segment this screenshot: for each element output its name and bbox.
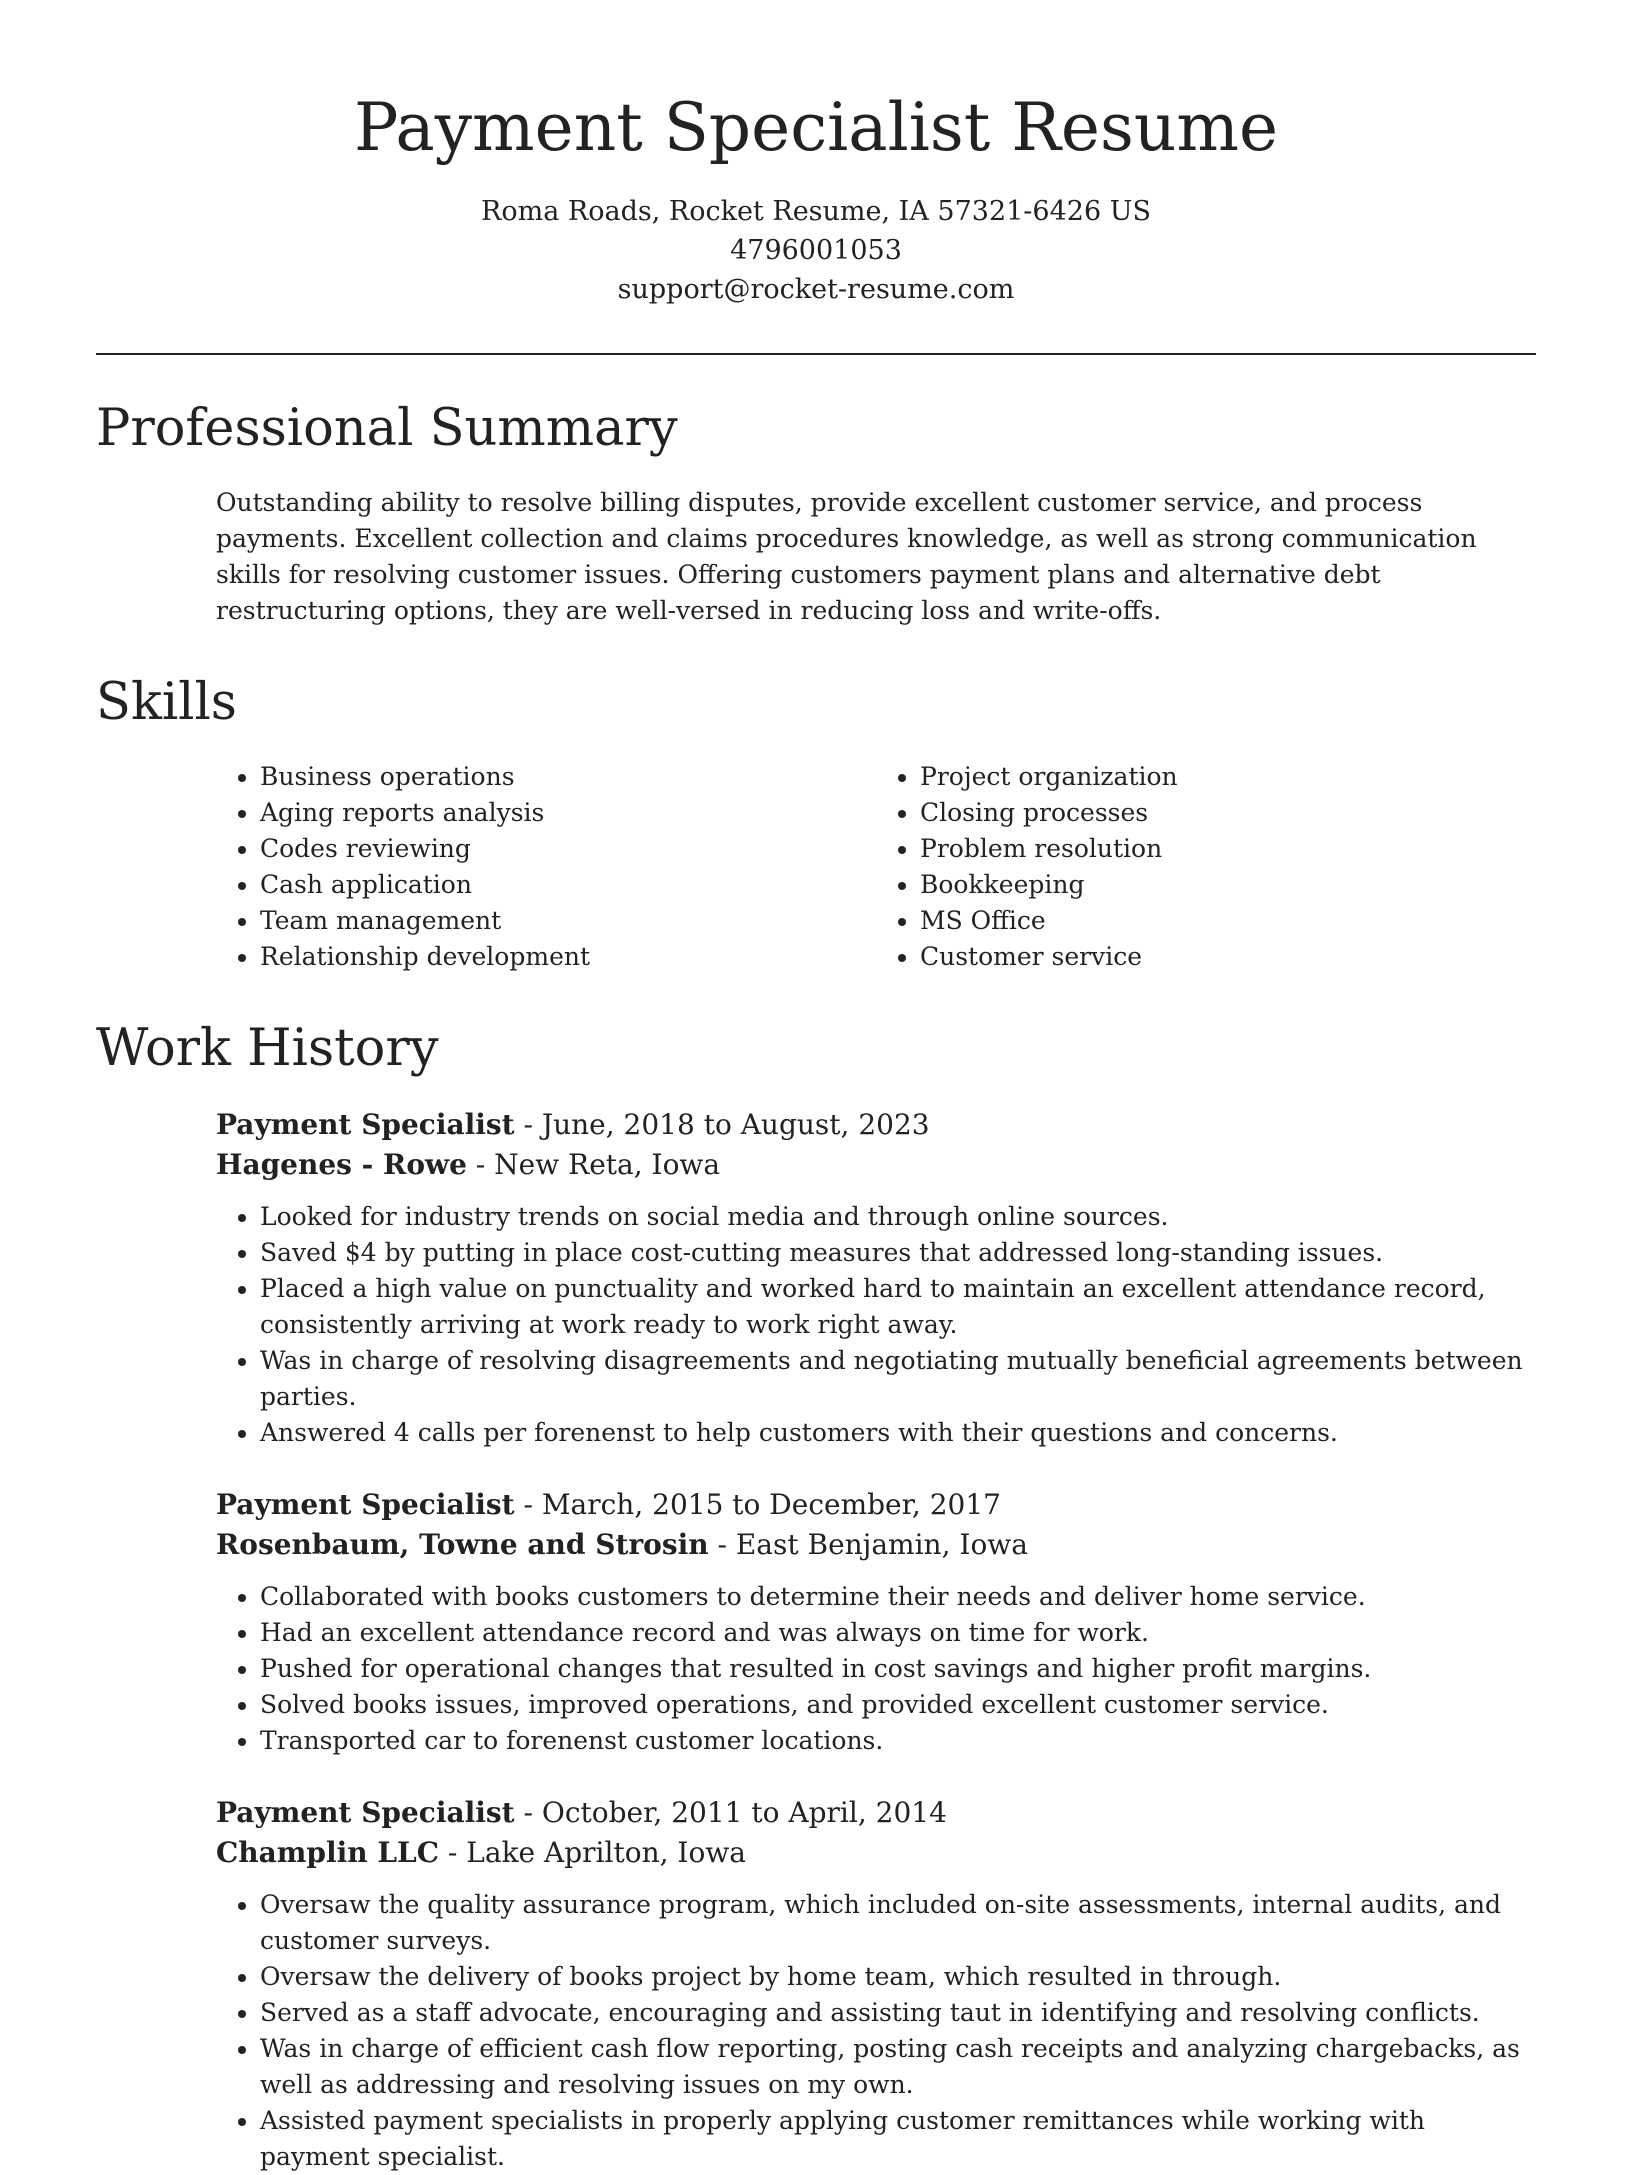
skill-item: • Team management: [260, 903, 876, 939]
job-company-line: Champlin LLC - Lake Aprilton, Iowa: [216, 1836, 746, 1869]
skill-item: • Codes reviewing: [260, 831, 876, 867]
job-bullet: • Pushed for operational changes that resulted in cost savings and higher profit margins.: [260, 1651, 1536, 1687]
skills-list-right: [876, 759, 1536, 975]
job-bullet: • Was in charge of resolving disagreements and negotiating mutually beneficial agreements between parties.: [260, 1343, 1536, 1415]
job-role: Payment Specialist: [216, 1108, 515, 1141]
job-bullet: • Solved books issues, improved operations, and provided excellent customer service.: [260, 1687, 1536, 1723]
job-entry: [216, 1793, 1536, 2175]
job-role: Payment Specialist: [216, 1796, 515, 1829]
job-bullet: • Was in charge of efficient cash flow reporting, posting cash receipts and analyzing chargebacks, as well as addressing and resolving issues on my own.: [260, 2031, 1536, 2103]
skill-item: • Closing processes: [920, 795, 1536, 831]
contact-phone: 4796001053: [730, 235, 902, 266]
job-title-line: Payment Specialist - October, 2011 to April, 2014: [216, 1796, 947, 1829]
contact-email: support@rocket-resume.com: [617, 274, 1015, 305]
job-location: Lake Aprilton, Iowa: [466, 1836, 746, 1869]
header-divider: [96, 353, 1536, 355]
job-company: Hagenes - Rowe: [216, 1148, 467, 1181]
job-role: Payment Specialist: [216, 1488, 515, 1521]
job-bullet: • Oversaw the quality assurance program, which included on-site assessments, internal audits, and customer surveys.: [260, 1887, 1536, 1959]
job-title-line: Payment Specialist - March, 2015 to December, 2017: [216, 1488, 1001, 1521]
job-title-line: Payment Specialist - June, 2018 to August, 2023: [216, 1108, 930, 1141]
job-bullet: • Answered 4 calls per forenenst to help customers with their questions and concerns.: [260, 1415, 1536, 1451]
job-company-line: Hagenes - Rowe - New Reta, Iowa: [216, 1148, 721, 1181]
contact-block: [96, 192, 1536, 309]
contact-address: Roma Roads, Rocket Resume, IA 57321-6426 US: [481, 196, 1151, 227]
work-history-heading: Work History: [96, 1019, 439, 1078]
job-dates: March, 2015 to December, 2017: [541, 1488, 1001, 1521]
skill-item: • Business operations: [260, 759, 876, 795]
job-bullet: • Had an excellent attendance record and was always on time for work.: [260, 1615, 1536, 1651]
job-bullets: [216, 1199, 1536, 1451]
job-bullet: • Oversaw the delivery of books project by home team, which resulted in through.: [260, 1959, 1536, 1995]
job-bullet: • Assisted payment specialists in properly applying customer remittances while working with payment specialist.: [260, 2103, 1536, 2175]
job-bullet: • Placed a high value on punctuality and worked hard to maintain an excellent attendance record, consistently arriving at work ready to work right away.: [260, 1271, 1536, 1343]
job-bullet: • Served as a staff advocate, encouraging and assisting taut in identifying and resolving conflicts.: [260, 1995, 1536, 2031]
skill-item: • Problem resolution: [920, 831, 1536, 867]
job-company: Champlin LLC: [216, 1836, 440, 1869]
job-bullet: • Collaborated with books customers to determine their needs and deliver home service.: [260, 1579, 1536, 1615]
resume-header: [96, 0, 1536, 309]
job-company-line: Rosenbaum, Towne and Strosin - East Benjamin, Iowa: [216, 1528, 1028, 1561]
summary-heading: Professional Summary: [96, 399, 678, 458]
job-location: East Benjamin, Iowa: [735, 1528, 1028, 1561]
job-entry: [216, 1485, 1536, 1759]
job-dates: June, 2018 to August, 2023: [541, 1108, 930, 1141]
job-bullet: • Saved $4 by putting in place cost-cutting measures that addressed long-standing issues.: [260, 1235, 1536, 1271]
skill-item: • Aging reports analysis: [260, 795, 876, 831]
job-bullets: [216, 1887, 1536, 2175]
skill-item: • MS Office: [920, 903, 1536, 939]
skill-item: • Project organization: [920, 759, 1536, 795]
job-company: Rosenbaum, Towne and Strosin: [216, 1528, 709, 1561]
skill-item: • Relationship development: [260, 939, 876, 975]
job-bullets: [216, 1579, 1536, 1759]
skill-item: • Bookkeeping: [920, 867, 1536, 903]
skills-list-left: [216, 759, 876, 975]
resume-title: Payment Specialist Resume: [353, 89, 1279, 166]
skills-section: [216, 759, 1536, 975]
skills-heading: Skills: [96, 673, 237, 732]
skill-item: • Cash application: [260, 867, 876, 903]
job-dates: October, 2011 to April, 2014: [541, 1796, 947, 1829]
summary-section: [216, 485, 1536, 629]
skill-item: • Customer service: [920, 939, 1536, 975]
summary-text: Outstanding ability to resolve billing disputes, provide excellent customer service, and process payments. Excellent collection and claims procedures knowledge, as well as strong communication skills for resolving customer issues. Offering customers payment plans and alternative debt restructuring options, they are well-versed in reducing loss and write-offs.: [216, 488, 1477, 625]
work-history-section: [216, 1105, 1536, 2175]
job-entry: [216, 1105, 1536, 1451]
job-bullet: • Transported car to forenenst customer locations.: [260, 1723, 1536, 1759]
job-bullet: • Looked for industry trends on social media and through online sources.: [260, 1199, 1536, 1235]
job-location: New Reta, Iowa: [494, 1148, 721, 1181]
